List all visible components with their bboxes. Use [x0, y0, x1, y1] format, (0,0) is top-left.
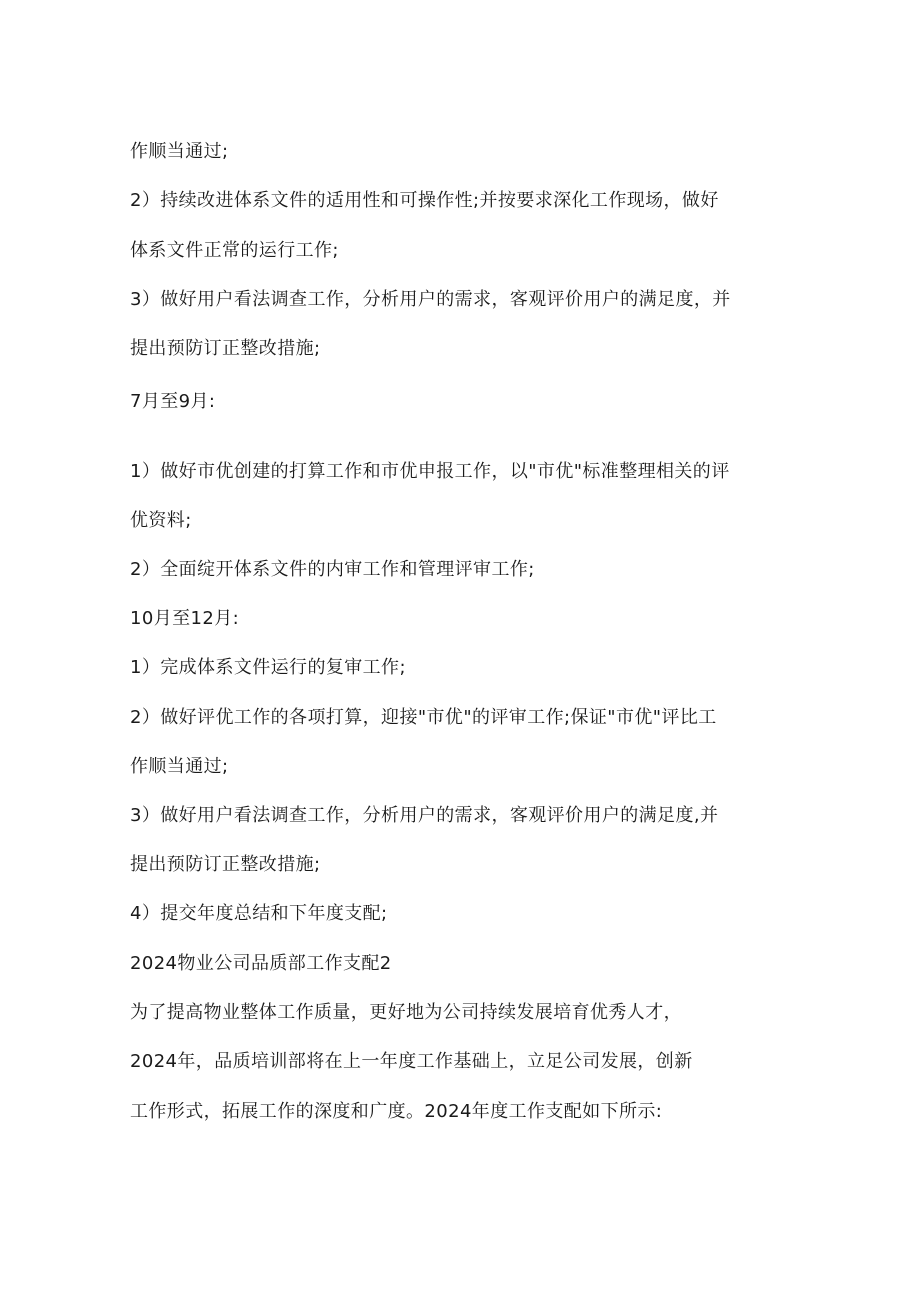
- text-line: 2）持续改进体系文件的适用性和可操作性;并按要求深化工作现场，做好: [130, 190, 719, 211]
- text-line: 作顺当通过;: [130, 756, 229, 777]
- document-subtitle: 2024物业公司品质部工作支配2: [130, 953, 392, 974]
- text-line: 2）全面绽开体系文件的内审工作和管理评审工作;: [130, 559, 535, 580]
- text-line: 3）做好用户看法调查工作，分析用户的需求，客观评价用户的满足度，并: [130, 289, 731, 310]
- text-line: 4）提交年度总结和下年度支配;: [130, 903, 388, 924]
- text-line: 3）做好用户看法调查工作，分析用户的需求，客观评价用户的满足度,并: [130, 805, 719, 826]
- text-line: 2）做好评优工作的各项打算，迎接"市优"的评审工作;保证"市优"评比工: [130, 707, 717, 728]
- text-line: 优资料;: [130, 510, 192, 531]
- section-heading: 7月至9月:: [130, 391, 216, 412]
- text-line: 1）完成体系文件运行的复审工作;: [130, 657, 406, 678]
- text-line: 工作形式，拓展工作的深度和广度。2024年度工作支配如下所示:: [130, 1101, 663, 1122]
- text-line: 2024年，品质培训部将在上一年度工作基础上，立足公司发展，创新: [130, 1051, 693, 1072]
- text-line: 为了提高物业整体工作质量，更好地为公司持续发展培育优秀人才，: [130, 1002, 682, 1023]
- text-line: 1）做好市优创建的打算工作和市优申报工作，以"市优"标准整理相关的评: [130, 461, 730, 482]
- text-line: 提出预防订正整改措施;: [130, 338, 321, 359]
- text-line: 体系文件正常的运行工作;: [130, 240, 339, 261]
- text-line: 提出预防订正整改措施;: [130, 854, 321, 875]
- text-line: 作顺当通过;: [130, 141, 229, 162]
- section-heading: 10月至12月:: [130, 608, 240, 629]
